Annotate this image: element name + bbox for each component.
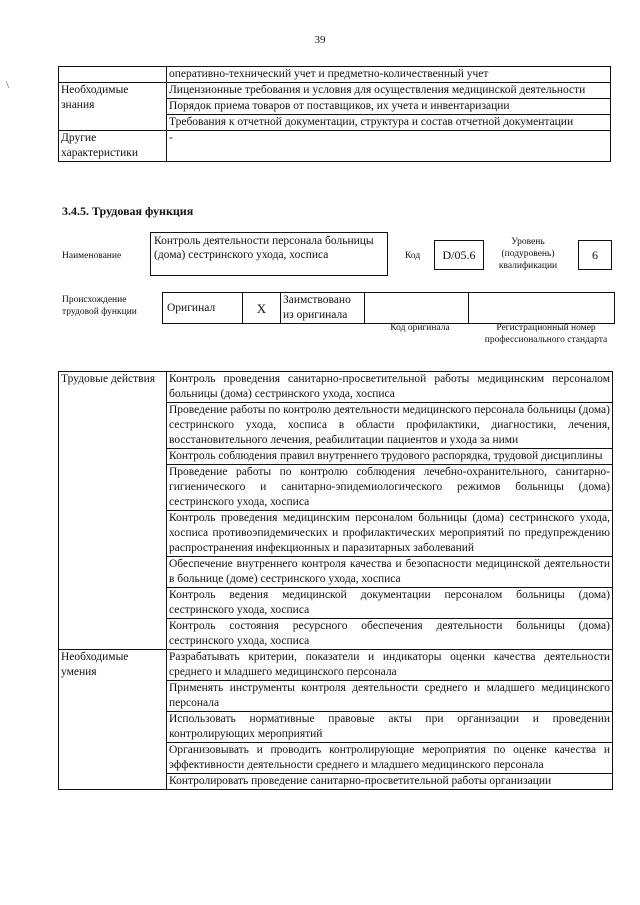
- list-item: Применять инструменты контроля деятельности среднего и младшего медицинского персонала: [167, 681, 613, 712]
- row-item: оперативно-технический учет и предметно-количественный учет: [167, 67, 611, 83]
- original-mark: X: [243, 293, 281, 324]
- level-label: Уровень (подуровень) квалификации: [498, 237, 558, 271]
- row-label: [59, 67, 167, 83]
- group-label: Трудовые действия: [59, 372, 167, 650]
- row-label: Необходимые знания: [59, 83, 167, 131]
- code-value: D/05.6: [434, 240, 484, 270]
- original-code-cell: [365, 293, 469, 324]
- function-name: Контроль деятельности персонала больницы (дома) сестринского ухода, хосписа: [150, 232, 388, 276]
- section-title: 3.4.5. Трудовая функция: [62, 204, 194, 218]
- reg-number-caption: Регистрационный номер профессионального стандарта: [484, 323, 608, 345]
- list-item: Проведение работы по контролю деятельности медицинского персонала больницы (дома) сестринского ухода, хосписа в области профилактики, диагностики, лечения, восстановительного лечения, реабилитации пациентов и ухода за ними: [167, 403, 613, 449]
- list-item: Контроль проведения санитарно-просветительной работы медицинским персоналом больницы (дома) сестринского ухода, хосписа: [167, 372, 613, 403]
- list-item: Контроль соблюдения правил внутреннего трудового распорядка, трудовой дисциплины: [167, 449, 613, 465]
- row-item: -: [167, 131, 611, 162]
- reg-number-cell: [469, 293, 615, 324]
- table-row: [59, 83, 611, 99]
- list-item: Использовать нормативные правовые акты при организации и проведении контролирующих мероприятий: [167, 712, 613, 743]
- original-code-caption: Код оригинала: [390, 323, 450, 333]
- borrowed-label: Заимствовано из оригинала: [281, 293, 365, 324]
- row-item: Порядок приема товаров от поставщиков, их учета и инвентаризации: [167, 99, 611, 115]
- table-row: [59, 131, 611, 162]
- table-row: [59, 67, 611, 83]
- origin-label: Происхождение трудовой функции: [62, 295, 137, 317]
- list-item: Контроль ведения медицинской документации персоналом больницы (дома) сестринского ухода, хосписа: [167, 588, 613, 619]
- level-value: 6: [578, 240, 612, 270]
- list-item: Организовывать и проводить контролирующие мероприятия по оценке качества и эффективности деятельности среднего и младшего медицинского персонала: [167, 743, 613, 774]
- list-item: Контролировать проведение санитарно-просветительной работы организации: [167, 774, 613, 790]
- origin-table: [162, 292, 615, 324]
- original-label: Оригинал: [163, 293, 243, 324]
- page-number: 39: [314, 34, 326, 46]
- scan-mark: \: [6, 79, 10, 91]
- list-item: Разрабатывать критерии, показатели и индикаторы оценки качества деятельности среднего и младшего медицинского персонала: [167, 650, 613, 681]
- list-item: Обеспечение внутреннего контроля качества и безопасности медицинской деятельности в больнице (доме) сестринского ухода, хосписа: [167, 557, 613, 588]
- list-item: Контроль состояния ресурсного обеспечения деятельности больницы (дома) сестринского ухода, хосписа: [167, 619, 613, 650]
- list-item: Контроль проведения медицинским персоналом больницы (дома) сестринского ухода, хосписа противоэпидемических и профилактических мероприятий по предупреждению распространения инфекционных и паразитарных заболеваний: [167, 511, 613, 557]
- table-row: [59, 372, 613, 403]
- row-item: Требования к отчетной документации, структура и состав отчетной документации: [167, 115, 611, 131]
- group-label: Необходимые умения: [59, 650, 167, 790]
- row-label: Другие характеристики: [59, 131, 167, 162]
- labor-function-table: [58, 371, 613, 790]
- name-label: Наименование: [62, 251, 122, 261]
- code-label: Код: [405, 251, 421, 261]
- knowledge-table: [58, 66, 611, 162]
- row-item: Лицензионные требования и условия для осуществления медицинской деятельности: [167, 83, 611, 99]
- list-item: Проведение работы по контролю соблюдения лечебно-охранительного, санитарно-гигиенического и санитарно-эпидемиологического режимов больницы (дома) сестринского ухода, хосписа: [167, 465, 613, 511]
- table-row: [59, 650, 613, 681]
